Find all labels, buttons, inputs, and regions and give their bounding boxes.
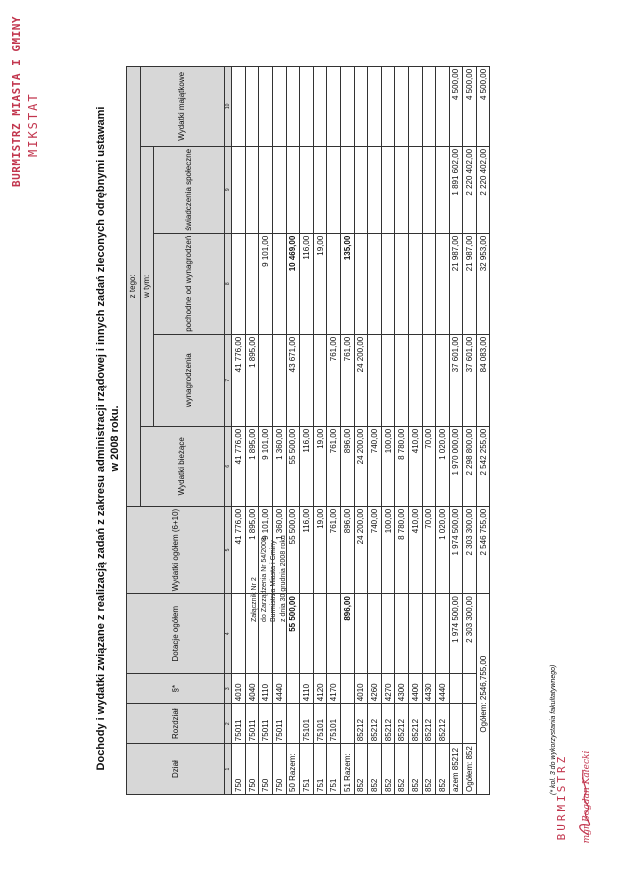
cell-par: 4430 [422, 674, 436, 704]
total-row [476, 66, 490, 794]
column-number: 8 [225, 233, 232, 334]
table-row [395, 66, 409, 794]
cell-swiad [300, 146, 314, 233]
header-pochodne: pochodne od wynagrodzeń [154, 233, 225, 334]
cell-dzial: 852 [436, 744, 450, 795]
cell-maj: 4 500,00 [449, 66, 463, 146]
cell-rozdzial: 75101 [327, 704, 341, 744]
cell-dotacje [245, 594, 259, 674]
cell-ogolem: 116,00 [300, 506, 314, 593]
annex-line: Burmistrza Miasta i Gminy [270, 540, 277, 622]
column-number: 2 [225, 704, 232, 744]
cell-maj [327, 66, 341, 146]
cell-poch: 21 987,00 [463, 233, 477, 334]
cell-ogolem: 19,00 [313, 506, 327, 593]
cell-rozdzial [340, 704, 354, 744]
signature-name: mgr Bogdan Kałecki [582, 750, 592, 844]
cell-par: 4440 [272, 674, 286, 704]
cell-swiad [259, 146, 273, 233]
cell-poch [327, 233, 341, 334]
header-dotacje: Dotacje ogółem [127, 594, 225, 674]
cell-ogolem: 8 780,00 [395, 506, 409, 593]
cell-poch: 135,00 [340, 233, 354, 334]
cell-dotacje [381, 594, 395, 674]
cell-swiad [368, 146, 382, 233]
header-swiadczenia: świadczenia społeczne [154, 146, 225, 233]
cell-dotacje [232, 594, 246, 674]
cell-biezace: 896,00 [340, 426, 354, 506]
cell-biezace: 1 020,00 [436, 426, 450, 506]
cell-par: 4120 [313, 674, 327, 704]
cell-swiad [408, 146, 422, 233]
cell-rozdzial: 75101 [313, 704, 327, 744]
table-row [354, 66, 368, 794]
cell-rozdzial: 85212 [354, 704, 368, 744]
cell-ogolem: 100,00 [381, 506, 395, 593]
header-w-tym: w tym: [140, 146, 154, 426]
cell-biezace: 1 970 000,00 [449, 426, 463, 506]
cell-biezace: 70,00 [422, 426, 436, 506]
cell-swiad: 1 891 602,00 [449, 146, 463, 233]
cell-dzial: 750 [272, 744, 286, 795]
office-stamp [10, 17, 40, 187]
column-number: 6 [225, 426, 232, 506]
cell-maj [313, 66, 327, 146]
cell-dotacje [313, 594, 327, 674]
cell-poch [354, 233, 368, 334]
cell-par: 4010 [232, 674, 246, 704]
cell-wyn [272, 334, 286, 426]
cell-dzial: 750 [232, 744, 246, 795]
cell-maj [395, 66, 409, 146]
table-row [286, 66, 300, 794]
cell-swiad [340, 146, 354, 233]
cell-dzial: Ogółem: 852 [463, 744, 477, 795]
cell-poch [381, 233, 395, 334]
cell-par: 4440 [436, 674, 450, 704]
cell-maj [259, 66, 273, 146]
cell-dotacje [259, 594, 273, 674]
cell-biezace: 116,00 [300, 426, 314, 506]
cell-rozdzial: 85212 [368, 704, 382, 744]
cell-dzial: 852 [408, 744, 422, 795]
cell-poch [272, 233, 286, 334]
cell-dotacje [272, 594, 286, 674]
cell-par: 4170 [327, 674, 341, 704]
document-title [94, 0, 122, 877]
cell-dzial: 750 [259, 744, 273, 795]
cell-maj [245, 66, 259, 146]
cell-dzial: 750 [245, 744, 259, 795]
cell-rozdzial: 85212 [408, 704, 422, 744]
cell-maj [232, 66, 246, 146]
cell-dzial: 852 [368, 744, 382, 795]
cell-wyn: 43 671,00 [286, 334, 300, 426]
cell-maj [354, 66, 368, 146]
cell-wyn [436, 334, 450, 426]
cell-maj [340, 66, 354, 146]
cell-wyn [422, 334, 436, 426]
cell-dzial: 852 [422, 744, 436, 795]
cell-biezace: 19,00 [313, 426, 327, 506]
cell-biezace: 410,00 [408, 426, 422, 506]
cell-par: 4040 [245, 674, 259, 704]
annex-line: do Zarządzenia Nr 54/2008 [260, 537, 268, 622]
budget-table [126, 66, 490, 795]
cell-dotacje [436, 594, 450, 674]
column-number: 5 [225, 506, 232, 593]
cell-dotacje: 2 303 300,00 [463, 594, 477, 674]
cell-par: 4300 [395, 674, 409, 704]
cell-poch [422, 233, 436, 334]
cell-par: 4400 [408, 674, 422, 704]
cell-maj [381, 66, 395, 146]
cell-biezace: 1 895,00 [245, 426, 259, 506]
cell-dotacje [327, 594, 341, 674]
cell-ogolem: 1 974 500,00 [449, 506, 463, 593]
cell-swiad [381, 146, 395, 233]
cell-poch [368, 233, 382, 334]
cell-maj [272, 66, 286, 146]
cell-rozdzial: 75011 [272, 704, 286, 744]
cell-dzial: 852 [354, 744, 368, 795]
cell-wyn: 1 895,00 [245, 334, 259, 426]
stamp-line-2: MIKSTAT [26, 92, 40, 157]
table-row [259, 66, 273, 794]
cell-wyn: 24 200,00 [354, 334, 368, 426]
cell-dzial: 751 [313, 744, 327, 795]
cell-poch [245, 233, 259, 334]
cell-par: 4260 [368, 674, 382, 704]
cell-par: 4110 [259, 674, 273, 704]
total-maj: 4 500,00 [476, 66, 490, 146]
cell-par [286, 674, 300, 704]
header-rozdzial: Rozdział [127, 704, 225, 744]
column-number: 4 [225, 594, 232, 674]
cell-ogolem: 1 895,00 [245, 506, 259, 593]
cell-ogolem: 2 303 300,00 [463, 506, 477, 593]
cell-dzial: 751 [327, 744, 341, 795]
cell-dotacje [300, 594, 314, 674]
cell-swiad [245, 146, 259, 233]
cell-par [449, 674, 463, 704]
table-row [313, 66, 327, 794]
cell-wyn [368, 334, 382, 426]
cell-par: 4270 [381, 674, 395, 704]
total-swiad: 2 220 402,00 [476, 146, 490, 233]
cell-biezace: 2 298 800,00 [463, 426, 477, 506]
cell-par: 4010 [354, 674, 368, 704]
cell-par [340, 674, 354, 704]
table-row [422, 66, 436, 794]
cell-ogolem: 1 360,00 [272, 506, 286, 593]
cell-maj [436, 66, 450, 146]
cell-ogolem: 1 020,00 [436, 506, 450, 593]
table-row [340, 66, 354, 794]
cell-poch [436, 233, 450, 334]
cell-dotacje [408, 594, 422, 674]
column-number: 9 [225, 146, 232, 233]
cell-wyn: 761,00 [327, 334, 341, 426]
header-z-tego: z tego: [127, 66, 141, 506]
cell-rozdzial: 75011 [232, 704, 246, 744]
cell-dotacje: 896,00 [340, 594, 354, 674]
cell-wyn [395, 334, 409, 426]
cell-poch: 10 469,00 [286, 233, 300, 334]
cell-biezace: 55 500,00 [286, 426, 300, 506]
cell-biezace: 9 101,00 [259, 426, 273, 506]
cell-wyn [259, 334, 273, 426]
cell-biezace: 24 200,00 [354, 426, 368, 506]
cell-rozdzial: 85212 [381, 704, 395, 744]
footnote: (* kol. 3 do wykorzystania fakultatywnego) [550, 664, 557, 795]
header-paragraf: §* [127, 674, 225, 704]
cell-poch: 116,00 [300, 233, 314, 334]
cell-wyn [313, 334, 327, 426]
signature-title: BURMISTRZ [555, 753, 568, 841]
cell-rozdzial: 75011 [245, 704, 259, 744]
cell-ogolem: 55 500,00 [286, 506, 300, 593]
column-number: 1 [225, 744, 232, 795]
table-row [408, 66, 422, 794]
cell-swiad [436, 146, 450, 233]
total-poch: 32 953,00 [476, 233, 490, 334]
cell-wyn: 761,00 [340, 334, 354, 426]
cell-rozdzial [463, 704, 477, 744]
cell-biezace: 8 780,00 [395, 426, 409, 506]
annex-line: z dnia 30 grudnia 2008 roku [279, 535, 287, 622]
cell-biezace: 100,00 [381, 426, 395, 506]
handwritten-signature-icon [575, 767, 597, 837]
cell-poch [232, 233, 246, 334]
table-row [381, 66, 395, 794]
column-number: 3 [225, 674, 232, 704]
table-row [300, 66, 314, 794]
cell-rozdzial: 85212 [395, 704, 409, 744]
cell-poch: 9 101,00 [259, 233, 273, 334]
table-row [436, 66, 450, 794]
cell-par [463, 674, 477, 704]
cell-wyn [300, 334, 314, 426]
cell-poch: 19,00 [313, 233, 327, 334]
cell-dotacje [354, 594, 368, 674]
total-ogolem: 2 546 755,00 [476, 506, 490, 593]
column-number: 7 [225, 334, 232, 426]
table-row [368, 66, 382, 794]
header-dzial: Dział [127, 744, 225, 795]
header-wydatki-ogolem: Wydatki ogółem (6+10) [127, 506, 225, 593]
cell-rozdzial [449, 704, 463, 744]
cell-maj [408, 66, 422, 146]
cell-dotacje [368, 594, 382, 674]
cell-ogolem: 761,00 [327, 506, 341, 593]
annex-line: Załącznik Nr 2 [251, 577, 258, 622]
cell-wyn: 37 601,00 [463, 334, 477, 426]
cell-dzial: 751 [300, 744, 314, 795]
cell-ogolem: 740,00 [368, 506, 382, 593]
header-wydatki-biezace: Wydatki bieżące [140, 426, 225, 506]
cell-ogolem: 41 776,00 [232, 506, 246, 593]
cell-ogolem: 9 101,00 [259, 506, 273, 593]
cell-dzial: 50 Razem: [286, 744, 300, 795]
cell-dzial: 852 [381, 744, 395, 795]
total-wyn: 84 083,00 [476, 334, 490, 426]
table-row [463, 66, 477, 794]
cell-wyn: 37 601,00 [449, 334, 463, 426]
cell-wyn [408, 334, 422, 426]
stamp-line-1: BURMISTRZ MIASTA I GMINY [10, 16, 23, 187]
cell-wyn [381, 334, 395, 426]
cell-rozdzial [286, 704, 300, 744]
cell-par: 4110 [300, 674, 314, 704]
cell-dotacje [422, 594, 436, 674]
header-wydatki-majatkowe: Wydatki majątkowe [140, 66, 225, 146]
total-biezace: 2 542 255,00 [476, 426, 490, 506]
table-row [232, 66, 246, 794]
cell-maj: 4 500,00 [463, 66, 477, 146]
cell-swiad: 2 220 402,00 [463, 146, 477, 233]
cell-swiad [272, 146, 286, 233]
cell-dotacje: 1 974 500,00 [449, 594, 463, 674]
cell-dotacje: 55 500,00 [286, 594, 300, 674]
cell-poch [408, 233, 422, 334]
cell-maj [368, 66, 382, 146]
total-label: Ogółem: 2546,755,00 [476, 594, 490, 795]
cell-wyn: 41 776,00 [232, 334, 246, 426]
cell-dzial: 852 [395, 744, 409, 795]
cell-rozdzial: 75101 [300, 704, 314, 744]
cell-biezace: 41 776,00 [232, 426, 246, 506]
cell-swiad [313, 146, 327, 233]
cell-swiad [232, 146, 246, 233]
cell-swiad [354, 146, 368, 233]
cell-ogolem: 24 200,00 [354, 506, 368, 593]
header-wynagrodzenia: wynagrodzenia [154, 334, 225, 426]
cell-dotacje [395, 594, 409, 674]
cell-swiad [286, 146, 300, 233]
cell-swiad [422, 146, 436, 233]
cell-biezace: 1 360,00 [272, 426, 286, 506]
cell-poch [395, 233, 409, 334]
column-number: 10 [225, 66, 232, 146]
title-line-1: Dochody i wydatki związane z realizacją zadań z zakresu administracji rządowej i innych zadań zleconych odrębnymi ustawami [95, 106, 107, 771]
cell-dzial: 51 Razem: [340, 744, 354, 795]
cell-poch: 21 987,00 [449, 233, 463, 334]
cell-rozdzial: 85212 [422, 704, 436, 744]
cell-ogolem: 70,00 [422, 506, 436, 593]
table-row [449, 66, 463, 794]
table-row [272, 66, 286, 794]
cell-maj [286, 66, 300, 146]
cell-swiad [395, 146, 409, 233]
title-line-2: w 2008 roku. [109, 405, 121, 472]
table-row [327, 66, 341, 794]
cell-rozdzial: 75011 [259, 704, 273, 744]
table-row [245, 66, 259, 794]
cell-biezace: 761,00 [327, 426, 341, 506]
cell-rozdzial: 85212 [436, 704, 450, 744]
cell-dzial: azem 85212 [449, 744, 463, 795]
cell-swiad [327, 146, 341, 233]
cell-ogolem: 896,00 [340, 506, 354, 593]
cell-maj [422, 66, 436, 146]
cell-maj [300, 66, 314, 146]
cell-ogolem: 410,00 [408, 506, 422, 593]
cell-biezace: 740,00 [368, 426, 382, 506]
